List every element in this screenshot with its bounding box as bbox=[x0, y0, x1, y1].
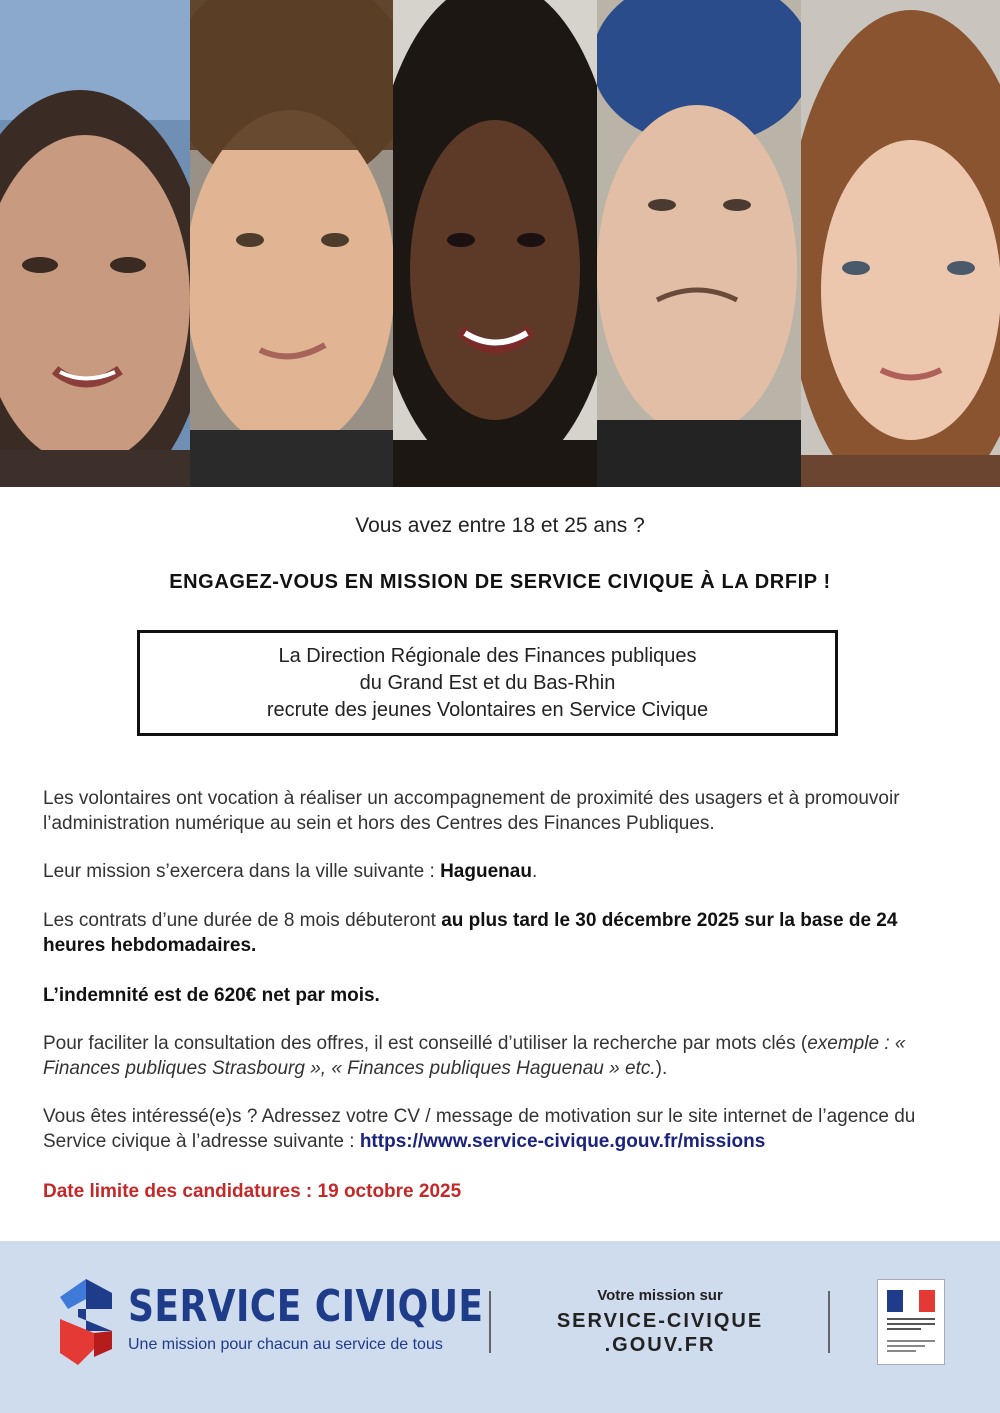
contract-prefix: Les contrats d’une durée de 8 mois débuteront bbox=[43, 910, 442, 931]
brand-title: SERVICE CIVIQUE bbox=[128, 1281, 484, 1332]
city-name: Haguenau bbox=[440, 861, 532, 882]
paragraph-contract bbox=[43, 908, 963, 958]
apply-prefix: Vous êtes intéressé(e)s ? Adressez votre CV / message de motivation sur le site internet de l’agence du Service civique à l’adresse suivante : bbox=[43, 1106, 916, 1152]
city-suffix: . bbox=[531, 861, 538, 882]
application-deadline: Date limite des candidatures : 19 octobre 2025 bbox=[43, 1181, 462, 1202]
rf-text-lines bbox=[887, 1318, 935, 1333]
republique-francaise-logo bbox=[877, 1279, 945, 1365]
city-prefix: Leur mission s’exercera dans la ville suivante : bbox=[43, 861, 441, 882]
ministry-text-lines bbox=[887, 1340, 935, 1355]
missions-link[interactable]: https://www.service-civique.gouv.fr/missions bbox=[359, 1131, 766, 1152]
search-tip-example: exemple : « Finances publiques Strasbourg », « Finances publiques Haguenau » etc. bbox=[43, 1033, 906, 1079]
portrait-photo-1 bbox=[0, 0, 190, 487]
allowance-text: L’indemnité est de 620€ net par mois. bbox=[43, 985, 380, 1006]
page-headline: ENGAGEZ-VOUS EN MISSION DE SERVICE CIVIQUE À LA DRFIP ! bbox=[169, 571, 831, 593]
box-line-2: du Grand Est et du Bas-Rhin bbox=[359, 671, 616, 694]
paragraph-allowance bbox=[43, 983, 963, 1008]
search-tip-prefix: Pour faciliter la consultation des offres, il est conseillé d’utiliser la recherche par mots clés ( bbox=[43, 1033, 808, 1054]
paragraph-search-tip bbox=[43, 1031, 963, 1081]
paragraph-mission-description: Les volontaires ont vocation à réaliser un accompagnement de proximité des usagers et à promouvoir l’administration numérique au sein et hors des Centres des Finances Publiques. bbox=[43, 788, 900, 834]
footer-divider-1 bbox=[489, 1291, 491, 1353]
mission-url-line-1[interactable]: SERVICE-CIVIQUE bbox=[556, 1310, 764, 1332]
contract-details: au plus tard le 30 décembre 2025 sur la base de 24 heures hebdomadaires. bbox=[43, 910, 898, 956]
portrait-photo-strip bbox=[0, 0, 1000, 487]
recruitment-box bbox=[137, 630, 838, 736]
service-civique-logo-icon bbox=[60, 1279, 112, 1365]
footer-divider-2 bbox=[828, 1291, 830, 1353]
paragraph-apply bbox=[43, 1104, 963, 1154]
box-line-3: recrute des jeunes Volontaires en Service Civique bbox=[266, 698, 709, 721]
search-tip-suffix: ). bbox=[655, 1058, 668, 1079]
french-flag-icon bbox=[887, 1290, 935, 1312]
portrait-photo-5 bbox=[801, 0, 1000, 487]
brand-subtitle: Une mission pour chacun au service de tous bbox=[128, 1336, 443, 1353]
mission-label: Votre mission sur bbox=[597, 1287, 723, 1304]
portrait-photo-4 bbox=[597, 0, 801, 487]
box-line-1: La Direction Régionale des Finances publiques bbox=[278, 644, 697, 667]
mission-url-line-2[interactable]: .GOUV.FR bbox=[604, 1334, 716, 1356]
paragraph-city bbox=[43, 859, 963, 884]
portrait-photo-3 bbox=[393, 0, 597, 487]
portrait-photo-2 bbox=[190, 0, 393, 487]
age-question: Vous avez entre 18 et 25 ans ? bbox=[355, 514, 645, 537]
